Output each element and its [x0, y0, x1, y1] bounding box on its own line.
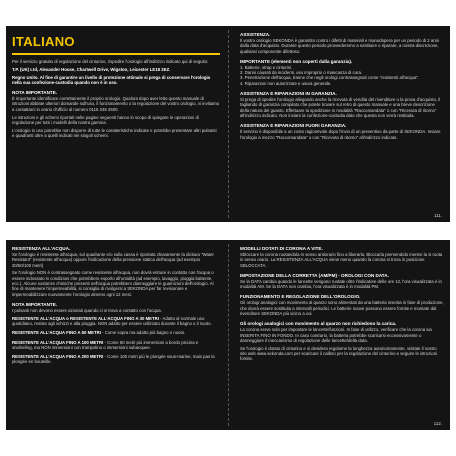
water-rating-text: - Adatto al normale uso quotidiano, resiste agli schizzi e alla pioggia. NON adatto per essere utilizzato durante il bagno o il nuoto.: [12, 315, 212, 326]
riparazioni-garanzia-body: Si prega di spedire l'orologio allegando anche la ricevuta di vendita del rivenditore o la prova d'acquisto, il tagliando di garanzia compilato che potete trovare sul retro di questo manuale e una breve descrizione della natura del guasto. Effettuare la spedizione in modalità "Raccomandata" o con "Ricevuta di ritorno" all'indirizzo indicato. Non inviare la confezione-custodia dato che questa non verrà restituita.: [240, 97, 441, 118]
carica-body: La corona serve solo per impostare le lancette/funzioni. In fase di utilizzo, verificare che la corona sia INSERITA FINO IN FONDO. In caso contrario, la batteria potrebbe scaricarsi eccessivamente o danneggiare il meccanismo di regolazione delle lancette/della data.: [240, 327, 432, 343]
corona-vite-body: Sbloccare la corona ruotandola in senso antiorario fino a liberarla. Bloccarla premendola mentre la si ruota in senso orario. La RESISTENZA ALL'ACQUA viene meno quando la corona si trova in posizione SBLOCCATA.: [240, 252, 443, 268]
fuori-garanzia-title: ASSISTENZA E RIPARAZIONI FUORI GARANZIA.: [240, 123, 347, 129]
funzionamento-body: Gli orologi analogici con movimento al quarzo sono alimentati da una batteria inserita in fase di produzione, che dovrà essere sostituita a intervalli periodici. Le batterie nuove possono essere fornite e montate dal rivenditore SEKONDA più vicino a voi.: [240, 300, 444, 317]
water-rating-label: RESISTENTE ALL'ACQUA FINO A 200 METRI: [12, 354, 104, 360]
left-column: [6, 26, 226, 222]
assistenza-body: Il vostro orologio SEKONDA è garantito contro i difetti di materiali e manodopera per un periodo di 2 anni dalla data d'acquisto. Durante questo periodo provvederemo a sostituire o riparare, a nostra discrezione, qualsiasi componente difettoso.: [240, 38, 439, 54]
corona-vite-title: MODELLI DOTATI DI CORONA A VITE.: [240, 246, 323, 251]
nota-importante-body: È importante identificare correttamente il proprio orologio. Qualora dopo aver letto questo manuale di istruzioni abbiate ulteriori domande sull'uso, il funzionamento o la regolazione del vostro orologio, vi invitiamo a contattarci in orario d'ufficio al numero 0116 248 2500.: [12, 96, 220, 112]
illustrazioni-text: Le istruzioni e gli schemi riportati nelle pagine seguenti hanno lo scopo di spiegare le operazioni di regolazione per tutti i modelli della nostra gamma.: [12, 114, 199, 125]
water-rating-label: RESISTENTE ALL'ACQUA FINO A 100 METRI: [12, 339, 104, 345]
assistenza-title: ASSISTENZA.: [240, 32, 271, 37]
water-rating-row: [12, 340, 220, 351]
page-number: 111.: [434, 213, 442, 218]
fuori-garanzia-body: Il servizio è disponibile a un costo ragionevole dopo l'invio di un preventivo da parte di SEKONDA. Inviare l'orologio a mezzo "Raccomandata" o con "Ricevuta di ritorno" all'indirizzo indicato.: [240, 129, 441, 140]
water-rating-text: - Come 100 metri più le plongée sous-marine, mais pas la plongée en bouteille.: [12, 354, 215, 365]
water-rating-text: - Come sopra ma adatto più bagno o nuoto.: [102, 330, 186, 336]
manual-page-111: [6, 26, 450, 222]
exclusion-item: 1. Batterie, strap e cinturini.: [240, 64, 293, 70]
water-rating-label: RESISTENTE ALL'ACQUA o RESISTENTE ALL'ACQUA FINO A 30 METRI: [12, 315, 159, 321]
nota-importante-body: I pulsanti non devono essere azionati quando ci si trova a contatto con l'acqua.: [12, 307, 162, 313]
carica-title: Gli orologi analogici con movimento al quarzo non richiedono la carica.: [240, 321, 397, 327]
left-column: [6, 240, 226, 430]
return-note: Regno Unito. Al fine di garantire un livello di protezione ottimale si prega di conservare l'orologio nella sua confezione-custodia quando non è in uso.: [12, 74, 211, 85]
resistenza-body: Se l'orologio è resistente all'acqua, sul quadrante e/o sulla cassa è riportata chiaramente la dicitura "Water Resistant" (resistente all'acqua) oppure l'indicazione della pressione statica dell'acqua (ad esempio 30/50/100 metri): [12, 252, 214, 268]
address-text: T.P. (UK) Ltd, Alexander House, Chartwell Drive, Wigston, Leicester LE18 2EZ.: [12, 66, 171, 72]
riparazioni-garanzia-title: ASSISTENZA E RIPARAZIONI IN GARANZIA.: [240, 91, 337, 97]
differenze-text: L'orologio in uso potrebbe non disporre di tutte le caratteristiche indicate e potrebbe presentare altri pulsanti e quadranti oltre a quelli indicati nei singoli schemi.: [12, 127, 217, 138]
water-rating-row: [12, 354, 220, 365]
intro-text: Per il servizio gratuito di regolazione del cinturino, rispedire l'orologio all'indirizzo indicato qui di seguito:: [12, 59, 209, 64]
nota-importante-title: NOTA IMPORTANTE.: [12, 301, 58, 307]
page-number: 112.: [433, 421, 442, 426]
manual-page-112: [6, 240, 450, 430]
column-divider: [228, 30, 229, 218]
exclusion-item: 4. Riparazioni non autorizzate e usura generale.: [240, 80, 332, 86]
nota-importante-title: NOTA IMPORTANTE.: [12, 90, 58, 96]
am-pm-title: IMPOSTAZIONE DELLA CORRETTA (AM/PM) - OROLOGI CON DATA.: [240, 272, 389, 278]
cinturino-body: Se l'orologio è dotato di cinturino e si desidera regolarne la lunghezza autonomamente, visitate il nostro sito web www.sekonda.com per scaricare il calibro per la regolazione del cinturino e seguire le istruzioni fornite.: [240, 345, 438, 362]
non-resistente-text: Se l'orologio NON è contrassegnato come resistente all'acqua, non dovrà entrare in contatto con l'acqua o essere indossato in condizioni che potrebbero esporlo all'umidità (ad esempio, lavaggio, pioggia battente, ecc.). Alcune sostanze chimiche presenti nell'acqua potrebbero danneggiare le guarnizioni dell'orologio. Al fine di mantenere l'impermeabilità, si consiglia di rivolgersi a SEKONDA per far revisionare e impermeabilizzare nuovamente l'orologio almeno ogni 12 mesi.: [12, 270, 214, 297]
water-rating-row: [12, 330, 220, 335]
exclusion-item: 2. Danni causati da incidenti, uso improprio o mancanza di cura.: [240, 70, 363, 76]
importante-title: IMPORTANTE (elementi non coperti dalla garanzia).: [240, 58, 353, 64]
water-rating-label: RESISTENTE ALL'ACQUA FINO A 50 METRI: [12, 330, 101, 336]
right-column: [234, 26, 450, 222]
water-rating-text: - Come 50 metri più immersioni a bordo piscina e snorkeling, ma NON immersioni con trampolino o immersioni subacquee.: [12, 339, 199, 350]
resistenza-title: RESISTENZA ALL'ACQUA.: [12, 246, 71, 251]
language-title: ITALIANO: [12, 34, 75, 49]
exclusion-item: 3. Penetrazione dell'acqua, tranne che negli orologi contrassegnati come "resistenti all'acqua".: [240, 75, 420, 81]
water-rating-row: [12, 316, 220, 327]
am-pm-body: Se la DATA cambia quando le lancette vengono ruotate oltre l'indicatore delle ore 12, l'ora visualizzata è in modalità AM. Se la DATA non cambia, l'ora visualizzata è in modalità PM.: [240, 278, 442, 290]
title-underline: [12, 53, 220, 55]
column-divider: [228, 244, 229, 426]
right-column: [234, 240, 450, 430]
funzionamento-title: FUNZIONAMENTO E REGOLAZIONE DELL'OROLOGIO.: [240, 294, 361, 300]
